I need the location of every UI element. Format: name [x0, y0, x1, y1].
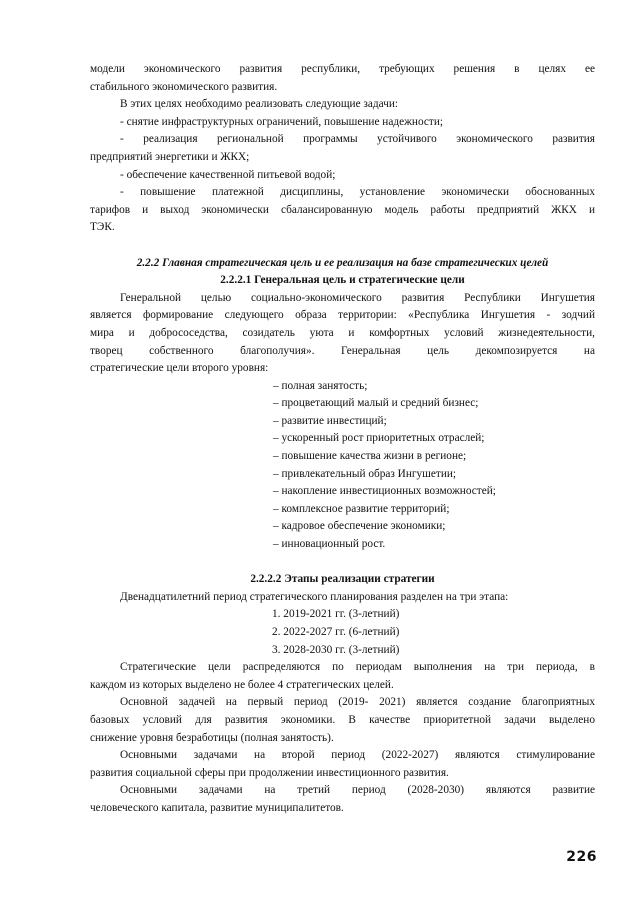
task-item: - обеспечение качественной питьевой водой;: [120, 168, 336, 181]
stages-list: [90, 606, 595, 659]
text-line: модели экономического развития республики, требующих решения в целях ее: [90, 63, 595, 75]
text-line: человеческого капитала, развитие муниципалитетов.: [90, 801, 344, 814]
task-item: - снятие инфраструктурных ограничений, повышение надежности;: [120, 115, 444, 128]
list-item: – кадровое обеспечение экономики;: [273, 520, 446, 533]
text-line: снижение уровня безработицы (полная занятость).: [90, 731, 334, 744]
section-heading-2-2-2: 2.2.2 Главная стратегическая цель и ее реализация на базе стратегических целей: [136, 256, 549, 269]
list-item: – накопление инвестиционных возможностей;: [273, 485, 496, 498]
text-line: творец собственного благополучия». Генеральная цель декомпозируется на: [90, 344, 595, 357]
section-heading-2-2-2-1: 2.2.2.1 Генеральная цель и стратегические цели: [220, 274, 465, 287]
list-item: 3. 2028-2030 гг. (3-летний): [272, 643, 400, 656]
task-item-cont: тарифов и выход экономически сбалансированную модель работы предприятий ЖКХ и: [90, 203, 595, 216]
list-item: – инновационный рост.: [273, 538, 386, 551]
list-item: – комплексное развитие территорий;: [273, 502, 450, 515]
list-item: – ускоренный рост приоритетных отраслей;: [273, 432, 485, 445]
document-page: [90, 61, 595, 818]
list-item: – развитие инвестиций;: [273, 414, 387, 427]
list-item: – процветающий малый и средний бизнес;: [273, 397, 479, 410]
text-line: Основными задачами на третий период (2028-2030) являются развитие: [120, 784, 595, 797]
text-line: Двенадцатилетний период стратегического планирования разделен на три этапа:: [120, 590, 509, 603]
task-item-cont: ТЭК.: [90, 221, 115, 234]
text-line: мира и добрососедства, созидатель уюта и комфортных условий жизнедеятельности,: [90, 326, 595, 339]
text-line: каждом из которых выделено не более 4 стратегических целей.: [90, 678, 394, 691]
task-item: - повышение платежной дисциплины, установление экономически обоснованных: [120, 186, 595, 199]
text-line: является формирование следующего образа территории: «Республика Ингушетия - зодчий: [90, 309, 595, 322]
task-item-cont: предприятий энергетики и ЖКХ;: [90, 150, 250, 163]
text-line: Основными задачами на второй период (2022-2027) являются стимулирование: [120, 749, 595, 762]
text-line: стратегические цели второго уровня:: [90, 362, 269, 375]
list-item: 1. 2019-2021 гг. (3-летний): [272, 608, 400, 621]
list-item: – повышение качества жизни в регионе;: [273, 450, 467, 463]
text-line: стабильного экономического развития.: [90, 80, 278, 93]
task-item: - реализация региональной программы устойчивого экономического развития: [120, 133, 595, 146]
tasks-lead: В этих целях необходимо реализовать следующие задачи:: [120, 98, 399, 111]
text-line: Генеральной целью социально-экономического развития Республики Ингушетия: [120, 291, 595, 304]
list-item: – привлекательный образ Ингушетии;: [273, 467, 457, 480]
text-line: базовых условий для развития экономики. В качестве приоритетной задачи выделено: [90, 713, 595, 726]
text-line: Основной задачей на первый период (2019- 2021) является создание благоприятных: [120, 696, 595, 709]
text-line: Стратегические цели распределяются по периодам выполнения на три периода, в: [120, 661, 595, 674]
page-number: 226: [566, 849, 597, 865]
strategic-goals-list: [90, 378, 595, 554]
section-heading-2-2-2-2: 2.2.2.2 Этапы реализации стратегии: [250, 573, 435, 586]
text-line: развития социальной сферы при продолжении инвестиционного развития.: [90, 766, 449, 779]
list-item: 2. 2022-2027 гг. (6-летний): [272, 626, 400, 638]
list-item: – полная занятость;: [273, 379, 368, 392]
